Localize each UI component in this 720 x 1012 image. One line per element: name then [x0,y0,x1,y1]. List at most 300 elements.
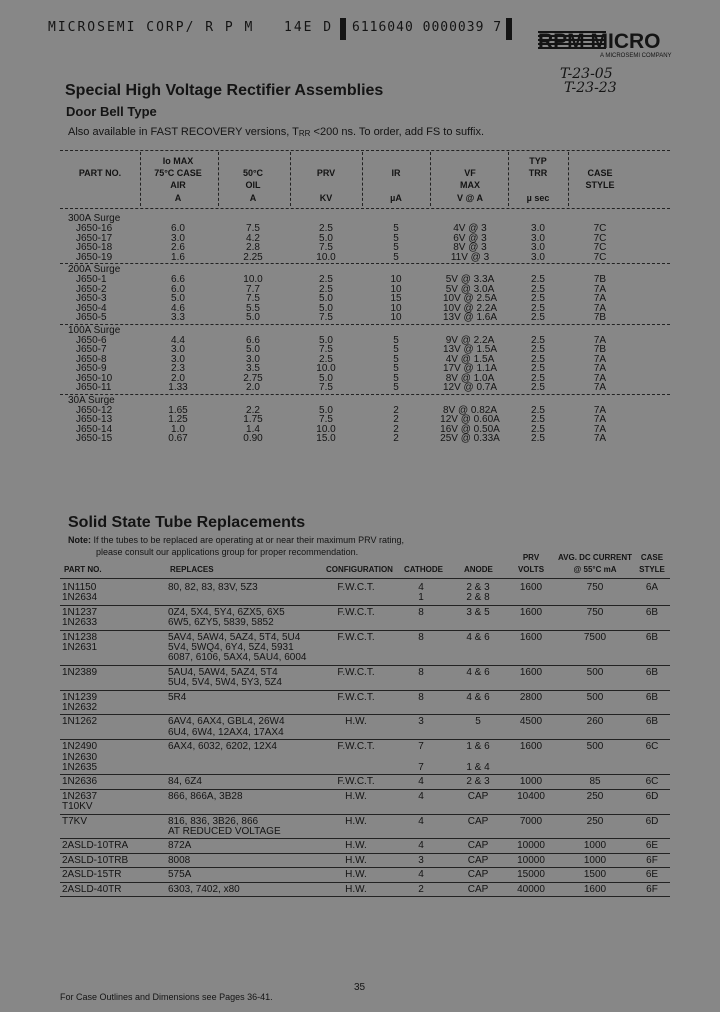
table2-avg-current: 250 [586,791,604,802]
table1-cell-c6: 2.5 [531,373,545,384]
table2-avg-current: 500 [586,692,604,703]
table2-case-style: 6E [645,840,659,851]
company-header: MICROSEMI CORP/ R P M [48,20,255,35]
table2-config: F.W.C.T. [337,776,375,787]
table2-anode: 5 [475,716,481,727]
table1-cell-c1: 2.0 [171,373,185,384]
table1-cell-c4: 5 [393,252,399,263]
table1-cell-c5: 6V @ 3 [453,233,487,244]
table1-cell-c4: 2 [393,433,399,444]
table2-replaces: 5AU4, 5AW4, 5AZ4, 5T4 [168,667,278,678]
table2-header-rule [60,578,670,579]
table1-cell-c4: 2 [393,424,399,435]
section2-note-line1: If the tubes to be replaced are operating at or near their maximum PRV rating, [93,535,405,545]
table1-cell-c0: J650-15 [76,433,113,444]
table1-cell-c3: 5.0 [319,303,333,314]
table2-cathode: 3 [418,855,424,866]
table2-part-no: 1N1239 [62,692,98,703]
table2-part-no: 1N2630 [62,752,98,763]
table1-cell-c1: 3.0 [171,233,185,244]
table2-anode: CAP [467,869,489,880]
table2-replaces: 5R4 [168,692,187,703]
table1-cell-c3: 5.0 [319,233,333,244]
table2-row-rule [60,774,670,775]
table1-cell-c6: 2.5 [531,414,545,425]
table1-cell-c1: 1.0 [171,424,185,435]
note-prefix: Also available in FAST RECOVERY versions, T [68,126,299,138]
table1-group-label: 30A Surge [68,395,115,406]
table1-header-col6-l4: µ sec [526,193,550,203]
table1-cell-c4: 5 [393,233,399,244]
table1-cell-c3: 2.5 [319,284,333,295]
table2-case-style: 6B [645,716,659,727]
table1-cell-c4: 10 [390,274,402,285]
table2-row-rule [60,882,670,883]
table1-cell-c3: 10.0 [316,363,336,374]
table1-cell-c7: 7B [593,274,607,285]
table1-cell-c7: 7A [593,363,607,374]
table1-header-rule [60,208,670,209]
table1-cell-c5: 4V @ 1.5A [445,354,495,365]
table2-replaces: 816, 836, 3B26, 866 [168,816,259,827]
table1-group-rule [60,324,670,325]
table1-cell-c4: 10 [390,303,402,314]
table1-cell-c0: J650-6 [76,335,107,346]
table2-row-rule [60,867,670,868]
table1-cell-c7: 7C [593,242,607,253]
table1-cell-c0: J650-5 [76,312,107,323]
table1-header-col3-l2: PRV [316,168,336,178]
table1-header-col1-l2: 75°C CASE [154,168,202,178]
table2-replaces: 6W5, 6ZY5, 5839, 5852 [168,617,274,628]
table2-prv: 15000 [517,869,545,880]
section2-note [68,535,404,545]
table2-cathode: 8 [418,607,424,618]
table2-anode: CAP [467,816,489,827]
logo-text: RPM MICRO [538,30,661,53]
table1-header-col5-l3: MAX [460,180,480,190]
table1-cell-c7: 7B [593,312,607,323]
table2-avg-current: 250 [586,816,604,827]
table1-cell-c5: 9V @ 2.2A [445,335,495,346]
table2-part-no: 2ASLD-15TR [62,869,122,880]
table2-case-style: 6F [646,855,658,866]
table2-part-no: 1N2636 [62,776,98,787]
table1-cell-c5: 8V @ 3 [453,242,487,253]
table1-cell-c4: 5 [393,373,399,384]
table1-cell-c4: 5 [393,335,399,346]
table2-case-style: 6E [645,869,659,880]
table2-anode: CAP [467,855,489,866]
table1-header-col6-l1: TYP [529,156,547,166]
table1-header-col4-l2: IR [391,168,401,178]
section2-note-label: Note: [68,535,91,545]
table1-header-divider [140,152,141,206]
table1-header-col5-l4: V @ A [457,193,483,203]
table1-cell-c3: 5.0 [319,405,333,416]
table1-header-col5-l2: VF [464,168,476,178]
table1-cell-c3: 10.0 [316,252,336,263]
table2-prv: 10000 [517,840,545,851]
table1-cell-c0: J650-19 [76,252,113,263]
table2-anode: 1 & 4 [466,762,490,773]
table2-row-rule [60,605,670,606]
table2-prv: 1000 [519,776,543,787]
table2-part-no: 1N2637 [62,791,98,802]
table2-case-style: 6B [645,692,659,703]
table1-cell-c3: 5.0 [319,373,333,384]
table2-part-no: 1N1238 [62,632,98,643]
table2-anode: 4 & 6 [466,667,490,678]
table1-cell-c6: 2.5 [531,293,545,304]
table1-cell-c2: 1.4 [246,424,260,435]
table1-cell-c1: 4.6 [171,303,185,314]
table1-cell-c5: 5V @ 3.3A [445,274,495,285]
table2-cathode: 7 [418,762,424,773]
table1-cell-c3: 2.5 [319,354,333,365]
table1-cell-c3: 5.0 [319,335,333,346]
table1-header-divider [290,152,291,206]
table1-cell-c4: 5 [393,223,399,234]
table2-replaces: 6087, 6106, 5AX4, 5AU4, 6004 [168,652,307,663]
table1-cell-c3: 7.5 [319,312,333,323]
table2-row-rule [60,714,670,715]
table1-cell-c7: 7C [593,223,607,234]
table1-cell-c1: 3.3 [171,312,185,323]
table1-header-col7-l2: CASE [587,168,613,178]
table1-cell-c3: 7.5 [319,414,333,425]
table1-cell-c2: 3.5 [246,363,260,374]
table1-cell-c6: 2.5 [531,344,545,355]
table1-cell-c5: 5V @ 3.0A [445,284,495,295]
table2-prv: 2800 [519,692,543,703]
table2-header-prv_l1: PRV [522,553,540,562]
table1-cell-c0: J650-3 [76,293,107,304]
table1-cell-c7: 7C [593,233,607,244]
table1-cell-c5: 13V @ 1.6A [442,312,498,323]
table2-config: F.W.C.T. [337,692,375,703]
table1-cell-c1: 4.4 [171,335,185,346]
table1-group-rule [60,263,670,264]
table2-replaces: 575A [168,869,192,880]
table1-cell-c0: J650-1 [76,274,107,285]
table1-cell-c0: J650-9 [76,363,107,374]
table2-replaces: 872A [168,840,192,851]
table1-cell-c1: 2.3 [171,363,185,374]
table1-cell-c6: 2.5 [531,312,545,323]
table2-replaces: 5V4, 5WQ4, 6Y4, 5Z4, 5931 [168,642,294,653]
table2-replaces: 6303, 7402, x80 [168,884,240,895]
table1-cell-c5: 16V @ 0.50A [440,424,500,435]
table1-cell-c2: 2.0 [246,382,260,393]
table1-cell-c4: 5 [393,363,399,374]
header-code: 14E D [284,20,334,35]
table2-row-rule [60,739,670,740]
table1-cell-c2: 5.5 [246,303,260,314]
table2-cathode: 7 [418,741,424,752]
table2-part-no: 1N2631 [62,642,98,653]
table2-part-no: 1N1150 [62,582,97,593]
table2-part-no: 1N1237 [62,607,98,618]
table2-cathode: 4 [418,582,424,593]
table2-part-no: 1N2635 [62,762,98,773]
table1-cell-c1: 6.0 [171,284,185,295]
table2-cathode: 4 [418,840,424,851]
table1-cell-c7: 7A [593,382,607,393]
table1-cell-c5: 10V @ 2.2A [442,303,498,314]
section2-title: Solid State Tube Replacements [68,514,306,531]
table1-cell-c5: 17V @ 1.1A [442,363,498,374]
table2-cathode: 4 [418,776,424,787]
table2-row-rule [60,690,670,691]
table2-anode: 3 & 5 [466,607,490,618]
table2-case-style: 6F [646,884,658,895]
table1-header-col2-l4: A [249,193,257,203]
table1-cell-c1: 1.65 [168,405,188,416]
table1-cell-c4: 10 [390,312,402,323]
table1-cell-c6: 2.5 [531,354,545,365]
table1-cell-c2: 5.0 [246,344,260,355]
table1-cell-c0: J650-4 [76,303,107,314]
table1-cell-c4: 2 [393,414,399,425]
table1-header-col6-l2: TRR [528,168,548,178]
header-bar-right [506,18,512,40]
table1-cell-c4: 5 [393,382,399,393]
table2-avg-current: 1000 [583,840,607,851]
table2-prv: 7000 [519,816,543,827]
table2-case-style: 6C [645,741,659,752]
table2-replaces: AT REDUCED VOLTAGE [168,826,281,837]
table2-part-no: 1N2490 [62,741,98,752]
table1-cell-c0: J650-12 [76,405,113,416]
table2-prv: 1600 [519,667,543,678]
table2-config: F.W.C.T. [337,607,375,618]
table2-anode: 4 & 6 [466,632,490,643]
table1-cell-c7: 7A [593,373,607,384]
table1-cell-c0: J650-8 [76,354,107,365]
table1-cell-c6: 3.0 [531,223,545,234]
table1-cell-c0: J650-2 [76,284,107,295]
table1-header-col7-l3: STYLE [585,180,615,190]
table2-anode: CAP [467,884,489,895]
table1-cell-c6: 3.0 [531,233,545,244]
table1-cell-c6: 2.5 [531,433,545,444]
table2-part-no: T10KV [62,801,93,812]
table1-cell-c2: 7.5 [246,223,260,234]
table2-case-style: 6B [645,607,659,618]
section1-subtitle: Door Bell Type [66,104,157,119]
table1-cell-c6: 2.5 [531,382,545,393]
table1-cell-c1: 5.0 [171,293,185,304]
table2-row-rule [60,665,670,666]
table2-avg-current: 750 [586,607,604,618]
table2-header-anode: ANODE [464,565,493,574]
table2-config: H.W. [345,791,367,802]
table1-cell-c6: 2.5 [531,274,545,285]
table2-cathode: 8 [418,692,424,703]
table1-cell-c1: 6.6 [171,274,185,285]
footer-note: For Case Outlines and Dimensions see Pages 36-41. [60,992,273,1002]
table2-anode: 1 & 6 [466,741,490,752]
table2-cathode: 4 [418,869,424,880]
table1-cell-c2: 2.75 [243,373,263,384]
table1-header-col1-l3: AIR [170,180,186,190]
table2-cathode: 1 [418,592,424,603]
table1-cell-c0: J650-13 [76,414,113,425]
table1-header-divider [430,152,431,206]
table1-cell-c0: J650-17 [76,233,113,244]
table1-cell-c5: 12V @ 0.60A [440,414,500,425]
table2-prv: 10000 [517,855,545,866]
table1-cell-c6: 3.0 [531,252,545,263]
table2-avg-current: 260 [586,716,604,727]
table1-cell-c2: 7.5 [246,293,260,304]
table2-avg-current: 85 [589,776,601,787]
table1-cell-c3: 7.5 [319,382,333,393]
table2-part-no: 1N2633 [62,617,98,628]
table1-header-col4-l4: µA [390,193,402,203]
table1-cell-c7: 7A [593,293,607,304]
table1-cell-c4: 5 [393,354,399,365]
table1-cell-c5: 8V @ 0.82A [442,405,498,416]
handwritten-note-2: T-23-23 [564,80,617,96]
table2-replaces: 866, 866A, 3B28 [168,791,243,802]
table2-cathode: 3 [418,716,424,727]
logo-subtext: A MICROSEMI COMPANY [600,53,672,59]
table2-prv: 4500 [519,716,543,727]
table1-cell-c2: 2.25 [243,252,263,263]
table2-avg-current: 7500 [583,632,607,643]
table1-cell-c3: 7.5 [319,242,333,253]
table1-cell-c1: 3.0 [171,344,185,355]
table1-cell-c4: 5 [393,344,399,355]
table1-cell-c7: 7C [593,252,607,263]
table2-config: F.W.C.T. [337,741,375,752]
table1-cell-c6: 2.5 [531,284,545,295]
table1-cell-c5: 4V @ 3 [453,223,487,234]
table1-cell-c5: 8V @ 1.0A [445,373,495,384]
table2-avg-current: 1000 [583,855,607,866]
table2-cathode: 8 [418,667,424,678]
table2-config: H.W. [345,716,367,727]
table2-header-avg_l1: AVG. DC CURRENT [557,553,633,562]
table1-group-rule [60,394,670,395]
table1-cell-c1: 2.6 [171,242,185,253]
table1-cell-c6: 2.5 [531,424,545,435]
table1-cell-c7: 7A [593,354,607,365]
table1-cell-c1: 6.0 [171,223,185,234]
table1-cell-c7: 7A [593,424,607,435]
table1-cell-c3: 5.0 [319,293,333,304]
table1-cell-c3: 2.5 [319,274,333,285]
table1-cell-c2: 0.90 [243,433,263,444]
table1-cell-c3: 7.5 [319,344,333,355]
table2-replaces: 8008 [168,855,191,866]
table2-replaces: 80, 82, 83, 83V, 5Z3 [168,582,258,593]
table1-cell-c1: 1.6 [171,252,185,263]
table2-config: H.W. [345,855,367,866]
table2-header-case_l2: STYLE [639,565,665,574]
table1-cell-c2: 3.0 [246,354,260,365]
table2-header-part: PART NO. [64,565,102,574]
table2-cathode: 4 [418,816,424,827]
table2-case-style: 6A [645,582,659,593]
table2-part-no: T7KV [62,816,88,827]
table1-cell-c0: J650-10 [76,373,113,384]
table2-prv: 1600 [519,741,543,752]
table2-case-style: 6B [645,632,659,643]
note-suffix: <200 ns. To order, add FS to suffix. [313,126,485,138]
table2-avg-current: 1600 [583,884,607,895]
table2-replaces: 6U4, 6W4, 12AX4, 17AX4 [168,727,284,738]
table2-config: H.W. [345,816,367,827]
section2-note-line2: please consult our applications group for proper recommendation. [96,547,359,557]
table1-cell-c7: 7B [593,344,607,355]
table1-header-divider [218,152,219,206]
table2-prv: 1600 [519,632,543,643]
header-bar-left [340,18,346,40]
table2-prv: 10400 [517,791,545,802]
table2-case-style: 6D [645,816,659,827]
table2-anode: CAP [467,791,489,802]
table1-cell-c5: 13V @ 1.5A [442,344,498,355]
table1-header-col2-l3: OIL [245,180,261,190]
table1-header-divider [362,152,363,206]
table2-replaces: 5U4, 5V4, 5W4, 5Y3, 5Z4 [168,677,282,688]
table2-avg-current: 500 [586,741,604,752]
table2-part-no: 2ASLD-10TRB [62,855,129,866]
table2-anode: 4 & 6 [466,692,490,703]
table2-part-no: 1N2389 [62,667,98,678]
table1-cell-c0: J650-16 [76,223,113,234]
section1-title: Special High Voltage Rectifier Assemblies [65,82,384,99]
table1-cell-c3: 2.5 [319,223,333,234]
table2-row-rule [60,838,670,839]
table2-replaces: 6AV4, 6AX4, GBL4, 26W4 [168,716,285,727]
table1-cell-c1: 1.33 [168,382,188,393]
table2-replaces: 6AX4, 6032, 6202, 12X4 [168,741,277,752]
table1-header-col1-l4: A [174,193,182,203]
table2-cathode: 4 [418,791,424,802]
table1-group-label: 300A Surge [68,213,121,224]
table1-cell-c5: 12V @ 0.7A [442,382,498,393]
table2-anode: 2 & 8 [466,592,490,603]
table2-prv: 1600 [519,607,543,618]
table2-anode: CAP [467,840,489,851]
table2-row-rule [60,853,670,854]
table2-header-cathode: CATHODE [404,565,443,574]
table1-cell-c7: 7A [593,335,607,346]
table2-case-style: 6D [645,791,659,802]
table1-cell-c4: 15 [390,293,402,304]
table2-part-no: 2ASLD-40TR [62,884,122,895]
table2-case-style: 6C [645,776,659,787]
page-number: 35 [354,982,366,993]
table1-header-col1-l1: Io MAX [162,156,194,166]
table1-cell-c2: 6.6 [246,335,260,346]
table1-cell-c5: 25V @ 0.33A [440,433,500,444]
table1-cell-c1: 3.0 [171,354,185,365]
table2-replaces: 84, 6Z4 [168,776,202,787]
table2-header-case_l1: CASE [640,553,664,562]
table1-cell-c2: 2.8 [246,242,260,253]
table2-replaces: 5AV4, 5AW4, 5AZ4, 5T4, 5U4 [168,632,301,643]
table1-cell-c2: 4.2 [246,233,260,244]
note-subscript: RR [298,129,311,138]
table1-cell-c7: 7A [593,414,607,425]
table2-part-no: 1N2632 [62,702,98,713]
table2-prv: 1600 [519,582,543,593]
